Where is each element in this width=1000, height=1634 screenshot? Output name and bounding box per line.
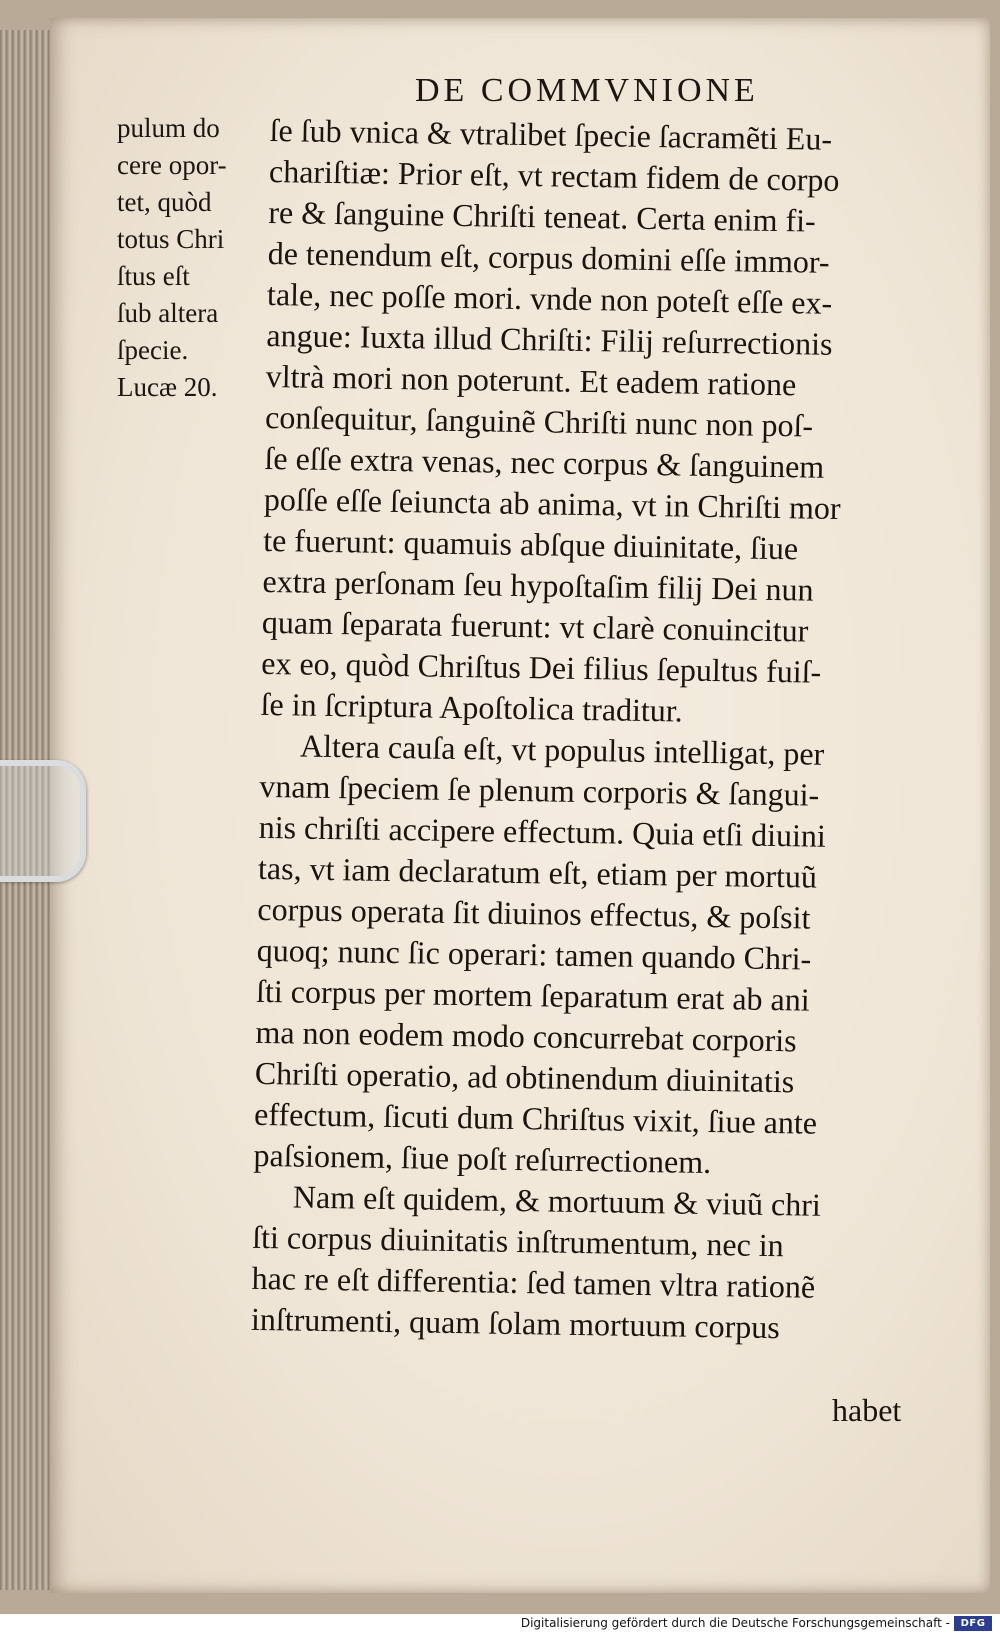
paragraph-start-line: Altera cauſa eſt, vt populus intelligat, per (299, 727, 825, 772)
text-line: ſti corpus diuinitatis inſtrumentum, nec in (252, 1218, 784, 1264)
text-line: corpus operata ſit diuinos effectus, & poſsit (257, 890, 811, 936)
text-line: quam ſeparata fuerunt: vt clarè conuincitur (261, 603, 809, 649)
text-line: hac re eſt differentia: ſed tamen vltra rationẽ (251, 1259, 816, 1305)
text-line: chariſtiæ: Prior eſt, vt rectam fidem de corpo (268, 152, 840, 198)
text-line: te fuerunt: quamuis abſque diuinitate, ſiue (262, 521, 799, 567)
text-line: vltrà mori non poterunt. Et eadem ratione (265, 357, 797, 403)
margin-note-line: cere opor- (117, 150, 227, 180)
footer-credit: Digitalisierung gefördert durch die Deutsche Forschungsgemeinschaft - (520, 1616, 950, 1630)
text-line: quoq; nunc ſic operari: tamen quando Chri- (256, 931, 812, 977)
text-line: de tenendum eſt, corpus domini eſſe immor- (267, 234, 830, 280)
margin-note-line: totus Chri (117, 224, 225, 254)
text-line: effectum, ſicuti dum Chriſtus vixit, ſiue ante (253, 1095, 818, 1141)
catchword: habet (832, 1392, 902, 1428)
text-line: tas, vt iam declaratum eſt, etiam per mortuũ (257, 849, 818, 895)
body-text (251, 110, 930, 1350)
margin-note-line: ſtus eſt (117, 261, 190, 291)
margin-note-line: Lucæ 20. (117, 372, 218, 402)
text-line: ſe ſub vnica & vtralibet ſpecie ſacramẽti Eu- (269, 111, 833, 157)
text-line: extra perſonam ſeu hypoſtaſim filij Dei nun (262, 562, 814, 608)
margin-note-line: pulum do (117, 113, 220, 143)
paragraph-start-line: Nam eſt quidem, & mortuum & viuũ chri (292, 1178, 822, 1223)
text-line: ex eo, quòd Chriſtus Dei filius ſepultus fuiſ- (261, 644, 822, 690)
paper-clip (0, 760, 86, 882)
margin-note-line: tet, quòd (117, 187, 212, 217)
running-title: DE COMMVNIONE (415, 72, 759, 109)
text-line: conſequitur, ſanguinẽ Chriſti nunc non poſ- (264, 398, 814, 444)
margin-note (117, 110, 267, 406)
text-line: nis chriſti accipere effectum. Quia etſi diuini (258, 808, 827, 854)
text-line: poſſe eſſe ſeiuncta ab anima, vt in Chriſti mor (263, 480, 841, 527)
text-line: re & ſanguine Chriſti teneat. Certa enim fi- (268, 193, 816, 239)
text-line: tale, nec poſſe mori. vnde non poteſt eſſe ex- (266, 275, 833, 321)
text-line: ſe in ſcriptura Apoſtolica traditur. (260, 685, 684, 729)
digitization-footer (0, 1614, 1000, 1634)
dfg-logo: DFG (954, 1616, 992, 1631)
text-line: ſti corpus per mortem ſeparatum erat ab ani (255, 972, 810, 1018)
text-line: ma non eodem modo concurrebat corporis (255, 1013, 797, 1059)
text-line: vnam ſpeciem ſe plenum corporis & ſangui- (259, 767, 820, 813)
text-line: Chriſti operatio, ad obtinendum diuinitatis (254, 1054, 795, 1100)
text-line: inſtrumenti, quam ſolam mortuum corpus (250, 1300, 781, 1346)
text-line: angue: Iuxta illud Chriſti: Filij reſurrectionis (266, 316, 833, 362)
margin-note-line: ſpecie. (117, 335, 189, 365)
text-line: paſsionem, ſiue poſt reſurrectionem. (253, 1136, 712, 1181)
margin-note-line: ſub altera (117, 298, 219, 328)
text-line: ſe eſſe extra venas, nec corpus & ſanguinem (264, 439, 825, 485)
